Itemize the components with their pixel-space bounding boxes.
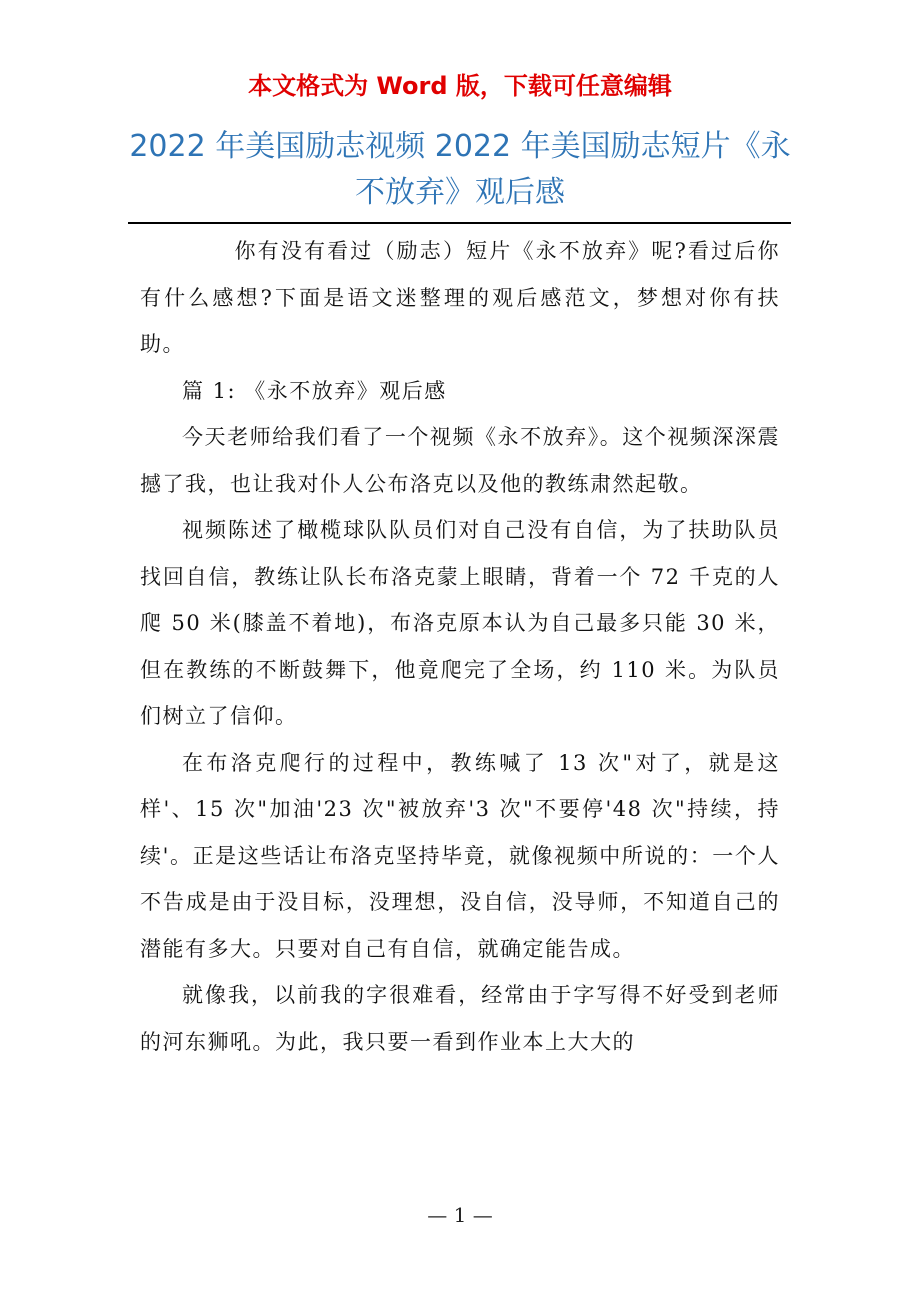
- document-body: [140, 228, 780, 1065]
- body-paragraph: 今天老师给我们看了一个视频《永不放弃》。这个视频深深震撼了我，也让我对仆人公布洛克以及他的教练肃然起敬。: [140, 425, 780, 496]
- format-notice: 本文格式为 Word 版，下载可任意编辑: [248, 72, 672, 100]
- body-paragraph: 视频陈述了橄榄球队队员们对自己没有自信，为了扶助队员找回自信，教练让队长布洛克蒙上眼睛，背着一个 72 千克的人爬 50 米(膝盖不着地)，布洛克原本认为自己最多只能 30 米，但在教练的不断鼓舞下，他竟爬完了全场，约 110 米。为队员们树立了信仰。: [140, 518, 780, 728]
- body-paragraph: 在布洛克爬行的过程中，教练喊了 13 次"对了，就是这样'、15 次"加油'23 次"被放弃'3 次"不要停'48 次"持续，持续'。正是这些话让布洛克坚持毕竟，就像视频中所说的：一个人不告成是由于没目标，没理想，没自信，没导师，不知道自己的潜能有多大。只要对自己有自信，就确定能告成。: [140, 750, 780, 961]
- body-paragraph: 就像我，以前我的字很难看，经常由于字写得不好受到老师的河东狮吼。为此，我只要一看到作业本上大大的: [140, 983, 780, 1054]
- document-title: 2022 年美国励志视频 2022 年美国励志短片《永不放弃》观后感: [129, 129, 791, 210]
- title-divider: [128, 222, 791, 224]
- intro-paragraph: 你有没有看过（励志）短片《永不放弃》呢?看过后你有什么感想?下面是语文迷整理的观后感范文，梦想对你有扶助。: [140, 239, 780, 356]
- section-heading: 篇 1: 《永不放弃》观后感: [182, 378, 447, 403]
- page-number: — 1 —: [427, 1203, 493, 1227]
